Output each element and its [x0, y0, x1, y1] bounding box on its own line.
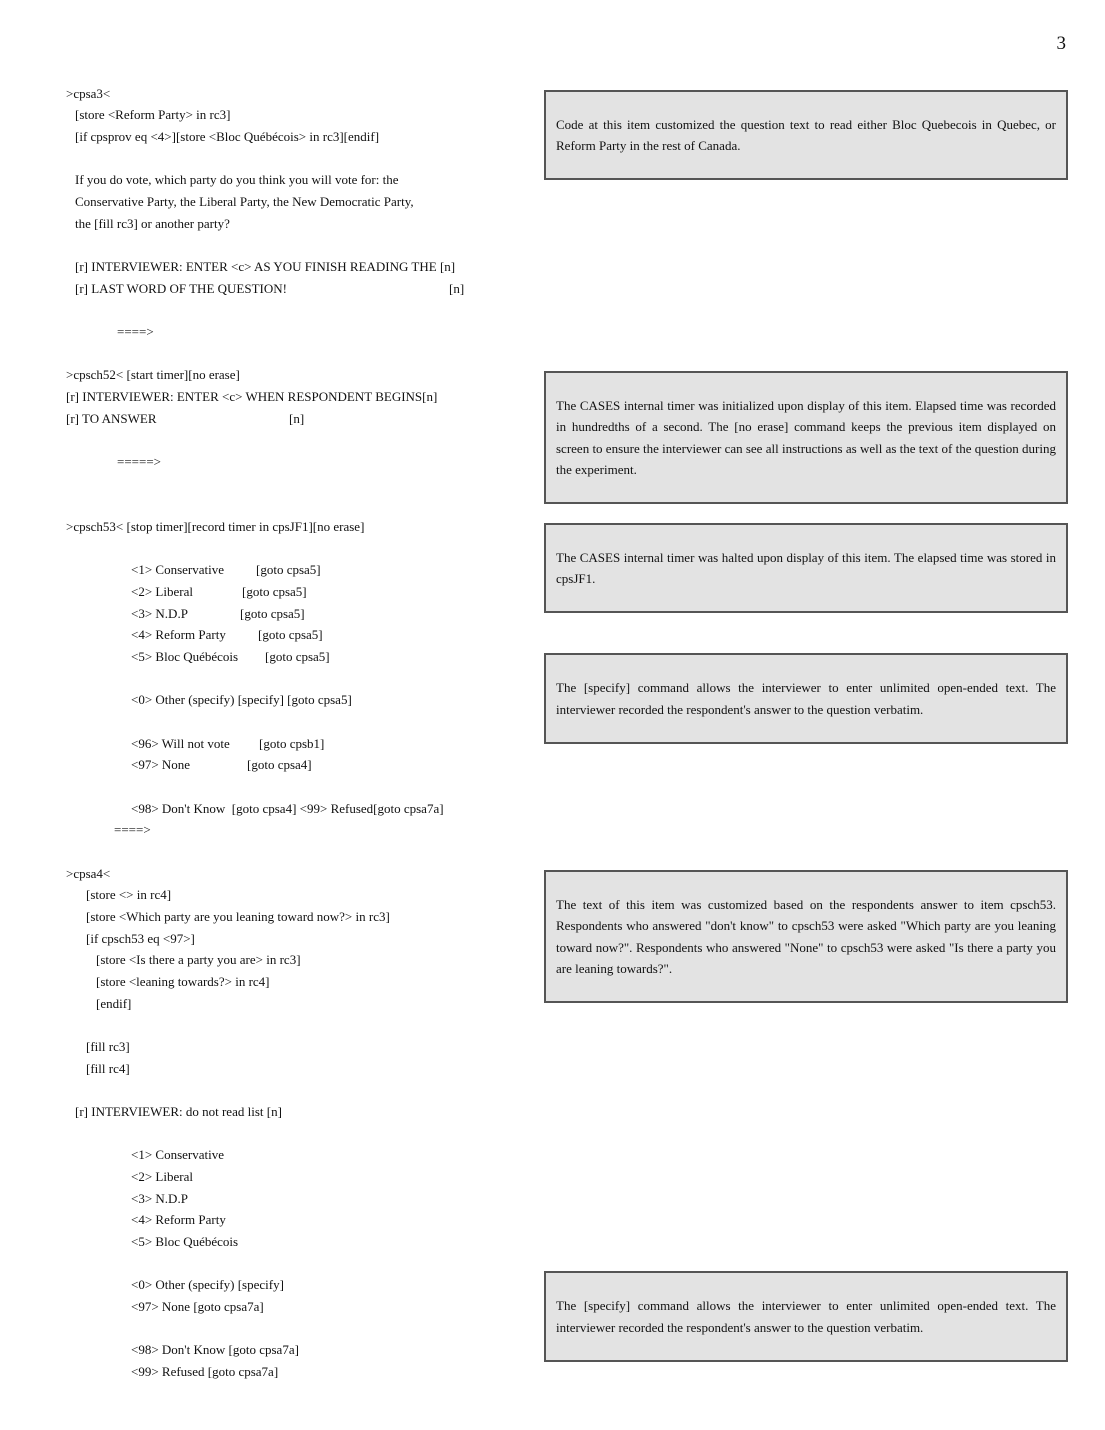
code-line: >cpsch52< [start timer][no erase]	[66, 367, 240, 382]
code-line: [store <leaning towards?> in rc4]	[96, 974, 270, 989]
page-number: 3	[1056, 33, 1066, 54]
code-line: <5> Bloc Québécois	[131, 1234, 239, 1249]
code-line: [goto cpsa5]	[265, 649, 330, 664]
code-line: [r] LAST WORD OF THE QUESTION!	[75, 281, 287, 296]
code-line: <4> Reform Party	[131, 1212, 226, 1227]
code-line: <0> Other (specify) [specify] [goto cpsa5]	[131, 692, 352, 707]
code-line: [r] INTERVIEWER: do not read list [n]	[75, 1104, 282, 1119]
annotation-note: The [specify] command allows the interviewer to enter unlimited open-ended text. The interviewer recorded the respondent's answer to the question verbatim.	[544, 653, 1068, 744]
code-line: [goto cpsa5]	[256, 562, 321, 577]
code-line: [goto cpsb1]	[259, 736, 325, 751]
code-line: [if cpsprov eq <4>][store <Bloc Québécois> in rc3][endif]	[75, 129, 380, 144]
code-line: <98> Don't Know [goto cpsa4] <99> Refused[goto cpsa7a]	[131, 801, 444, 816]
annotation-note: The CASES internal timer was halted upon display of this item. The elapsed time was stored in cpsJF1.	[544, 523, 1068, 613]
code-line: >cpsch53< [stop timer][record timer in cpsJF1][no erase]	[66, 519, 365, 534]
code-line: ====>	[117, 324, 154, 339]
code-line: <97> None [goto cpsa7a]	[131, 1299, 264, 1314]
annotation-note: The [specify] command allows the interviewer to enter unlimited open-ended text. The interviewer recorded the respondent's answer to the question verbatim.	[544, 1271, 1068, 1362]
code-line: [endif]	[96, 996, 132, 1011]
code-line: <4> Reform Party	[131, 627, 226, 642]
code-line: <99> Refused [goto cpsa7a]	[131, 1364, 279, 1379]
code-line: <2> Liberal	[131, 1169, 193, 1184]
code-line: the [fill rc3] or another party?	[75, 216, 230, 231]
code-line: <1> Conservative	[131, 562, 225, 577]
code-line: <96> Will not vote	[131, 736, 230, 751]
code-line: [store <Which party are you leaning toward now?> in rc3]	[86, 909, 390, 924]
code-line: =====>	[117, 454, 161, 469]
code-line: <5> Bloc Québécois	[131, 649, 239, 664]
code-line: >cpsa4<	[66, 866, 111, 881]
annotation-note: The text of this item was customized based on the respondents answer to item cpsch53. Respondents who answered "don't know" to cpsch53 were asked "Which party are you leaning toward now?". Respondents who answered "None" to cpsch53 were asked "Is there a party you are leaning towards?".	[544, 870, 1068, 1003]
code-line: [goto cpsa5]	[242, 584, 307, 599]
code-line: [r] INTERVIEWER: ENTER <c> AS YOU FINISH READING THE [n]	[75, 259, 456, 274]
code-line: [goto cpsa5]	[240, 606, 305, 621]
code-line: [goto cpsa4]	[247, 757, 312, 772]
code-line: If you do vote, which party do you think you will vote for: the	[75, 172, 399, 187]
annotation-note: Code at this item customized the question text to read either Bloc Quebecois in Quebec, or Reform Party in the rest of Canada.	[544, 90, 1068, 180]
code-line: <3> N.D.P	[131, 606, 188, 621]
code-line: [store <Is there a party you are> in rc3]	[96, 952, 301, 967]
code-line: [r] INTERVIEWER: ENTER <c> WHEN RESPONDENT BEGINS[n]	[66, 389, 438, 404]
code-line: [n]	[289, 411, 305, 426]
code-line: [r] TO ANSWER	[66, 411, 157, 426]
code-line: [fill rc3]	[86, 1039, 130, 1054]
annotation-note: The CASES internal timer was initialized upon display of this item. Elapsed time was recorded in hundredths of a second. The [no erase] command keeps the previous item displayed on screen to ensure the interviewer can see all instructions as well as the text of the question during the experiment.	[544, 371, 1068, 504]
code-line: [store <> in rc4]	[86, 887, 172, 902]
code-line: <3> N.D.P	[131, 1191, 188, 1206]
code-line: [if cpsch53 eq <97>]	[86, 931, 195, 946]
code-line: <2> Liberal	[131, 584, 193, 599]
code-line: <97> None	[131, 757, 191, 772]
code-line: [goto cpsa5]	[258, 627, 323, 642]
code-line: <98> Don't Know [goto cpsa7a]	[131, 1342, 299, 1357]
code-line: <1> Conservative	[131, 1147, 225, 1162]
code-line: >cpsa3<	[66, 86, 111, 101]
code-line: <0> Other (specify) [specify]	[131, 1277, 284, 1292]
code-line: [n]	[449, 281, 465, 296]
code-line: [fill rc4]	[86, 1061, 130, 1076]
code-line: Conservative Party, the Liberal Party, the New Democratic Party,	[75, 194, 414, 209]
code-line: [store <Reform Party> in rc3]	[75, 107, 231, 122]
code-line: ====>	[114, 822, 151, 837]
